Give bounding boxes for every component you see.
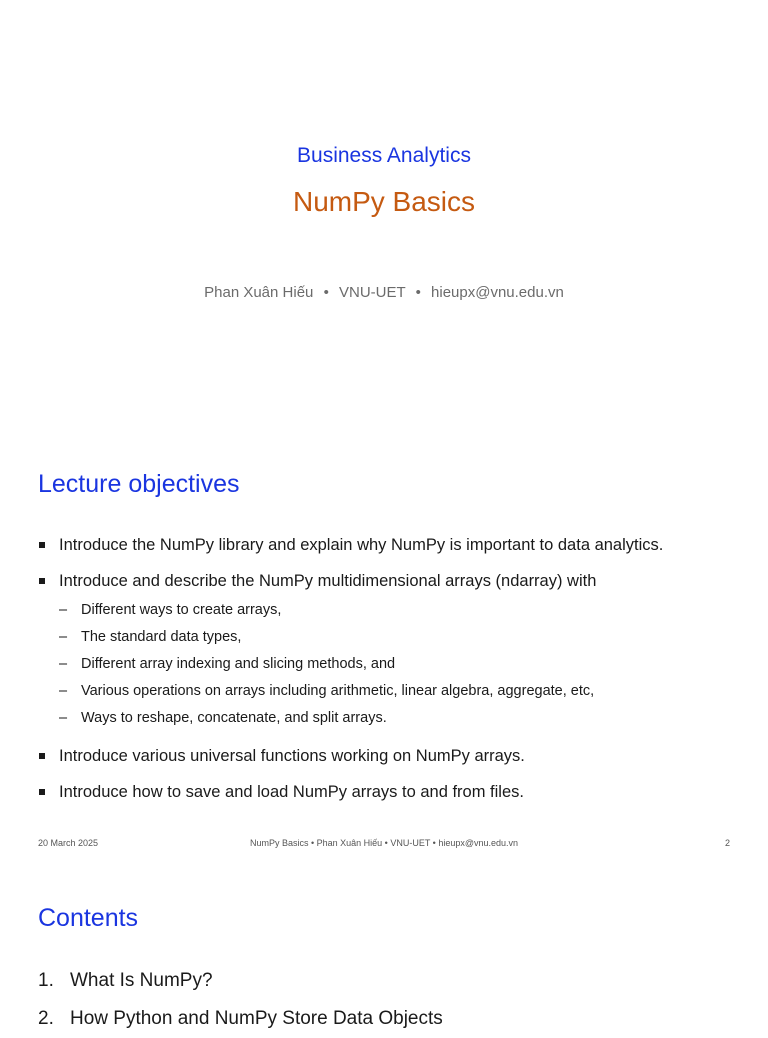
contents-list [38,962,443,1038]
sub-bullet-text: Ways to reshape, concatenate, and split arrays. [81,710,387,726]
sub-bullet-text: The standard data types, [81,629,242,645]
bullet-text: Introduce the NumPy library and explain why NumPy is important to data analytics. [59,536,664,554]
affiliation: VNU-UET [339,284,406,301]
course-subject: Business Analytics [297,144,471,167]
sub-bullet-text: Different array indexing and slicing methods, and [81,656,396,672]
list-item [38,1000,443,1038]
objectives-list [38,533,738,816]
sub-list-item [59,651,738,678]
bullet-text: Introduce various universal functions working on NumPy arrays. [59,747,525,765]
sub-list-item [59,705,738,732]
page-number: 2 [724,838,730,848]
objectives-heading: Lecture objectives [38,470,240,498]
footer-date: 20 March 2025 [38,838,99,848]
list-item [38,569,738,732]
author-name: Phan Xuân Hiếu [204,284,314,301]
sub-list [59,597,738,732]
item-number: 1. [38,970,54,991]
list-item [38,962,443,1000]
square-bullet-icon [39,753,45,759]
separator: • [323,284,329,301]
slide-footer [38,838,730,852]
square-bullet-icon [39,542,45,548]
list-item [38,744,738,768]
footer-title: NumPy Basics • Phan Xuân Hiếu • VNU-UET • hieupx@vnu.edu.vn [249,838,519,848]
title-slide [0,0,768,432]
square-bullet-icon [39,578,45,584]
sub-list-item [59,597,738,624]
sub-list-item [59,624,738,651]
list-item [38,533,738,557]
contents-heading: Contents [38,904,139,932]
dash-bullet: – [59,602,68,618]
bullet-text: Introduce how to save and load NumPy arrays to and from files. [59,783,524,801]
slide-title: NumPy Basics [292,186,476,217]
separator: • [415,284,421,301]
sub-bullet-text: Various operations on arrays including arithmetic, linear algebra, aggregate, etc, [81,683,595,699]
square-bullet-icon [39,789,45,795]
bullet-text: Introduce and describe the NumPy multidimensional arrays (ndarray) with [59,572,597,590]
contents-slide [0,864,768,1029]
author-line [0,284,768,301]
objectives-slide [0,432,768,864]
item-label: How Python and NumPy Store Data Objects [70,1008,443,1029]
sub-list-item [59,678,738,705]
dash-bullet: – [59,656,68,672]
author-email: hieupx@vnu.edu.vn [431,284,564,301]
dash-bullet: – [59,710,68,726]
dash-bullet: – [59,683,68,699]
list-item [38,780,738,804]
sub-bullet-text: Different ways to create arrays, [81,602,282,618]
dash-bullet: – [59,629,68,645]
item-number: 2. [38,1008,54,1029]
item-label: What Is NumPy? [70,970,213,991]
